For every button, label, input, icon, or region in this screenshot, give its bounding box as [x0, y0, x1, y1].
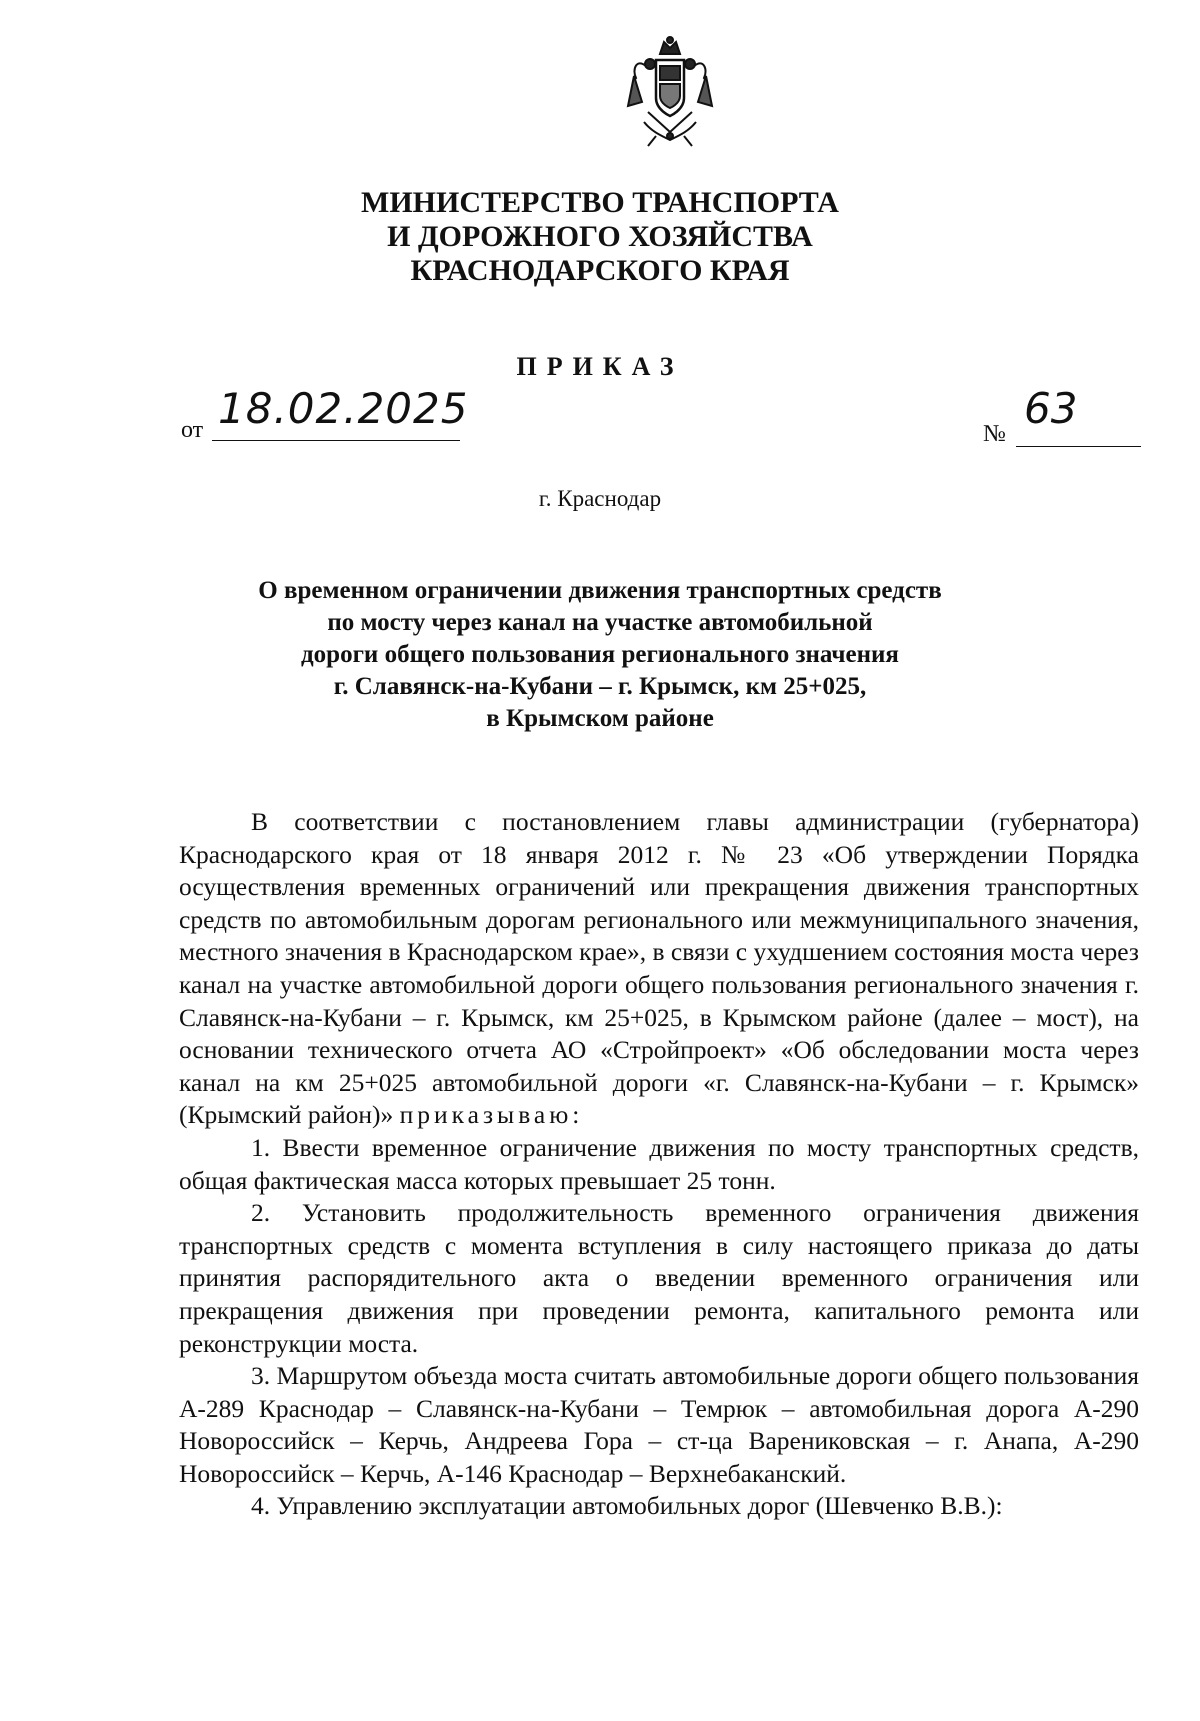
ministry-line: МИНИСТЕРСТВО ТРАНСПОРТА [361, 186, 839, 219]
order-body [179, 806, 1139, 1523]
command-word: приказываю: [399, 1100, 584, 1130]
title-line: в Крымском районе [486, 705, 714, 732]
coat-of-arms-emblem [626, 36, 714, 148]
city-line: г. Краснодар [538, 486, 662, 511]
number-label: № [983, 421, 1006, 447]
title-line: дороги общего пользования регионального значения [301, 641, 899, 668]
handwritten-number: 63 [1024, 384, 1078, 433]
ministry-line: И ДОРОЖНОГО ХОЗЯЙСТВА [387, 220, 813, 253]
title-line: г. Славянск-на-Кубани – г. Крымск, км 25+025, [333, 673, 867, 700]
handwritten-date: 18.02.2025 [218, 384, 469, 433]
order-item: 1. Ввести временное ограничение движения по мосту транспортных средств, общая фактическая масса которых превышает 25 тонн. [179, 1132, 1139, 1195]
order-title [150, 575, 1050, 735]
preamble-paragraph [179, 806, 1139, 1132]
order-item: 3. Маршрутом объезда моста считать автомобильные дороги общего пользования А-289 Краснодар – Славянск-на-Кубани – Темрюк – автомобильная дорога А-290 Новороссийск – Керчь, Андреева Гора – ст-ца Варениковская – г. Анапа, А-290 Новороссийск – Керчь, А-146 Краснодар – Верхнебаканский. [179, 1361, 1139, 1488]
number-underline [1016, 446, 1141, 447]
document-type-heading: ПРИКАЗ [516, 352, 684, 381]
ministry-name [0, 186, 1200, 288]
order-item: 4. Управлению эксплуатации автомобильных дорог (Шевченко В.В.): [251, 1491, 1003, 1521]
ministry-line: КРАСНОДАРСКОГО КРАЯ [410, 254, 790, 287]
order-item: 2. Установить продолжительность временного ограничения движения транспортных средств с момента вступления в силу настоящего приказа до даты принятия распорядительного акта о введении временного ограничения или прекращения движения при проведении ремонта, капитального ремонта или реконструкции моста. [179, 1198, 1139, 1358]
title-line: О временном ограничении движения транспортных средств [258, 577, 942, 604]
title-line: по мосту через канал на участке автомобильной [327, 609, 873, 636]
date-underline [212, 440, 460, 441]
date-label: от [181, 417, 204, 443]
preamble-text: В соответствии с постановлением главы администрации (губернатора) Краснодарского края от 18 января 2012 г. № 23 «Об утверждении Порядка осуществления временных ограничений или прекращения движения транспортных средств по автомобильным дорогам регионального или межмуниципального значения, местного значения в Краснодарском крае», в связи с ухудшением состояния моста через канал на участке автомобильной дороги общего пользования регионального значения г. Славянск-на-Кубани – г. Крымск, км 25+025, в Крымском районе (далее – мост), на основании технического отчета АО «Стройпроект» «Об обследовании моста через канал на км 25+025 автомобильной дороги «г. Славянск-на-Кубани – г. Крымск» (Крымский район)» [179, 807, 1139, 1130]
